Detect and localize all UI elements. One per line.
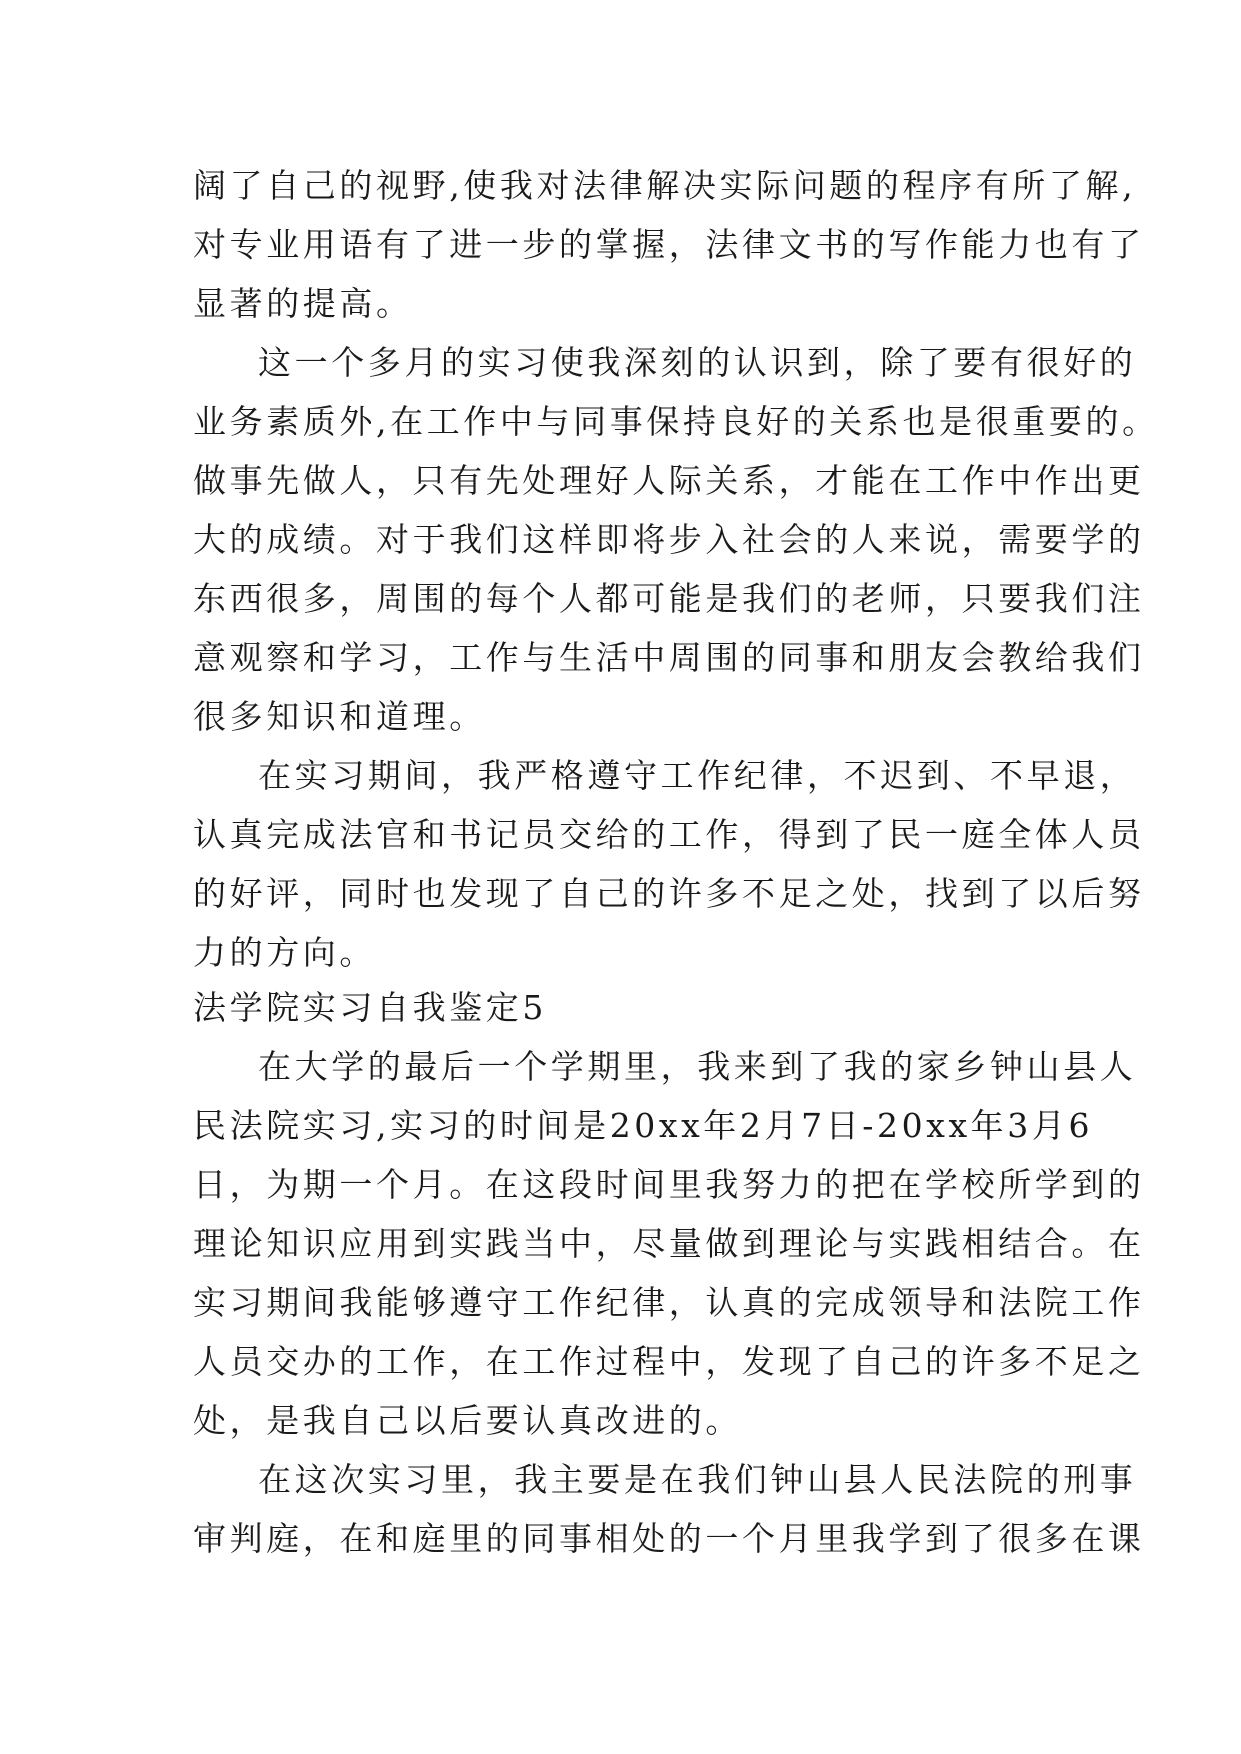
text-line: 显著的提高。	[193, 284, 413, 323]
text-line: 理论知识应用到实践当中，尽量做到理论与实践相结合。在	[193, 1224, 1145, 1263]
text-line: 处，是我自己以后要认真改进的。	[193, 1401, 742, 1440]
text-line: 的好评，同时也发现了自己的许多不足之处，找到了以后努	[193, 874, 1145, 913]
text-line: 对专业用语有了进一步的掌握，法律文书的写作能力也有了	[193, 225, 1145, 264]
text-line: 日，为期一个月。在这段时间里我努力的把在学校所学到的	[193, 1165, 1145, 1204]
text-line: 业务素质外,在工作中与同事保持良好的关系也是很重要的。	[193, 402, 1159, 441]
paragraph-start-line: 在这次实习里，我主要是在我们钟山县人民法院的刑事	[258, 1460, 1137, 1499]
text-line: 认真完成法官和书记员交给的工作，得到了民一庭全体人员	[193, 815, 1145, 854]
text-line: 实习期间我能够遵守工作纪律，认真的完成领导和法院工作	[193, 1283, 1145, 1322]
text-line: 力的方向。	[193, 933, 376, 972]
text-line: 民法院实习,实习的时间是20xx年2月7日-20xx年3月6	[193, 1106, 1094, 1145]
text-line: 东西很多，周围的每个人都可能是我们的老师，只要我们注	[193, 579, 1145, 618]
text-line: 意观察和学习，工作与生活中周围的同事和朋友会教给我们	[193, 638, 1145, 677]
text-line: 大的成绩。对于我们这样即将步入社会的人来说，需要学的	[193, 520, 1145, 559]
paragraph-start-line: 在实习期间，我严格遵守工作纪律，不迟到、不早退，	[258, 756, 1137, 795]
text-line: 很多知识和道理。	[193, 697, 486, 736]
paragraph-start-line: 这一个多月的实习使我深刻的认识到，除了要有很好的	[258, 343, 1137, 382]
text-line: 做事先做人，只有先处理好人际关系，才能在工作中作出更	[193, 461, 1145, 500]
text-line: 审判庭，在和庭里的同事相处的一个月里我学到了很多在课	[193, 1519, 1145, 1558]
paragraph-start-line: 在大学的最后一个学期里，我来到了我的家乡钟山县人	[258, 1047, 1137, 1086]
section-heading: 法学院实习自我鉴定5	[193, 988, 547, 1027]
text-line: 人员交办的工作，在工作过程中，发现了自己的许多不足之	[193, 1342, 1145, 1381]
text-line: 阔了自己的视野,使我对法律解决实际问题的程序有所了解,	[193, 166, 1137, 205]
